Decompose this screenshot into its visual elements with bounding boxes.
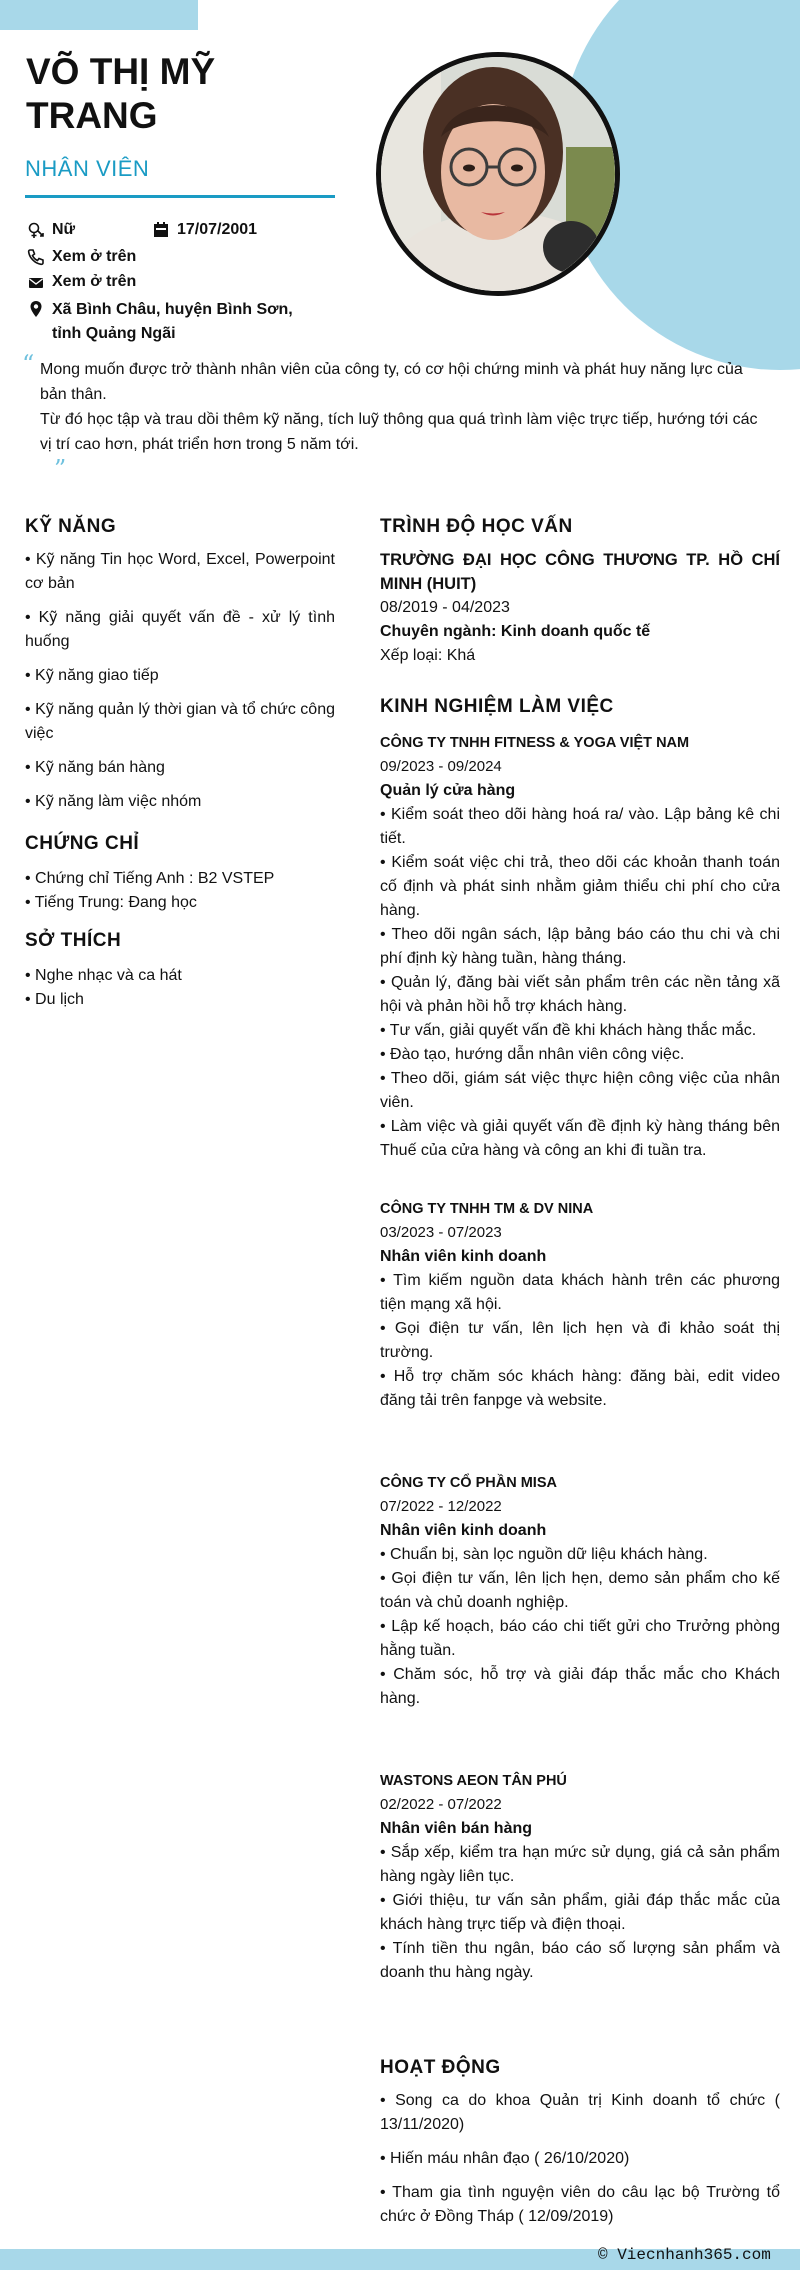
job-duty: • Gọi điện tư vấn, lên lịch hẹn và đi khảo soát thị trường.	[380, 1320, 780, 1361]
activity-item: • Hiến máu nhân đạo ( 26/10/2020)	[380, 2150, 630, 2167]
activity-item: • Song ca do khoa Quản trị Kinh doanh tổ chức ( 13/11/2020)	[380, 2092, 780, 2133]
job-period: 02/2022 - 07/2022	[380, 1796, 502, 1813]
job-duty: • Lập kế hoạch, báo cáo chi tiết gửi cho Trưởng phòng hằng tuần.	[380, 1618, 780, 1659]
certificates-heading: CHỨNG CHỈ	[25, 833, 140, 854]
job-duty: • Tìm kiếm nguồn data khách hành trên các phương tiện mạng xã hội.	[380, 1272, 780, 1313]
certificate-item: • Tiếng Trung: Đang học	[25, 894, 197, 911]
profile-photo	[376, 52, 620, 296]
close-quote-icon: ”	[54, 455, 67, 483]
job-duty: • Tính tiền thu ngân, báo cáo số lượng sản phẩm và doanh thu hàng ngày.	[380, 1940, 780, 1981]
candidate-name: VÕ THỊ MỸ TRANG	[26, 51, 216, 136]
birthdate-value: 17/07/2001	[177, 221, 258, 238]
skill-item: • Kỹ năng bán hàng	[25, 759, 165, 776]
job-role: Quản lý cửa hàng	[380, 782, 516, 799]
location-icon	[27, 300, 45, 318]
job-duty: • Làm việc và giải quyết vấn đề định kỳ hàng tháng bên Thuế của cửa hàng và công an khi đi tuần tra.	[380, 1118, 780, 1159]
company-name: WASTONS AEON TÂN PHÚ	[380, 1773, 567, 1789]
job-role: Nhân viên kinh doanh	[380, 1522, 547, 1539]
job-duty: • Đào tạo, hướng dẫn nhân viên công việc.	[380, 1046, 685, 1063]
school-name: TRƯỜNG ĐẠI HỌC CÔNG THƯƠNG TP. HỒ CHÍ MINH (HUIT)	[380, 551, 780, 593]
company-name: CÔNG TY CỔ PHẦN MISA	[380, 1475, 557, 1491]
job-duty: • Giới thiệu, tư vấn sản phẩm, giải đáp thắc mắc của khách hàng trực tiếp và điện thoại.	[380, 1892, 780, 1933]
certificate-item: • Chứng chỉ Tiếng Anh : B2 VSTEP	[25, 870, 275, 887]
watermark: © Viecnhanh365.com	[598, 2246, 771, 2264]
job-duty: • Chuẩn bị, sàn lọc nguồn dữ liệu khách hàng.	[380, 1546, 708, 1563]
education-period: 08/2019 - 04/2023	[380, 599, 510, 616]
address-value: Xã Bình Châu, huyện Bình Sơn, tỉnh Quảng Ngãi	[52, 301, 293, 342]
job-duty: • Kiểm soát theo dõi hàng hoá ra/ vào. Lập bảng kê chi tiết.	[380, 806, 780, 847]
skill-item: • Kỹ năng quản lý thời gian và tổ chức công việc	[25, 701, 335, 742]
job-duty: • Theo dõi, giám sát việc thực hiện công việc của nhân viên.	[380, 1070, 780, 1111]
skill-item: • Kỹ năng Tin học Word, Excel, Powerpoint cơ bản	[25, 551, 335, 592]
email-value: Xem ở trên	[52, 273, 137, 290]
hobby-item: • Nghe nhạc và ca hát	[25, 967, 182, 984]
gender-value: Nữ	[52, 221, 76, 238]
objective-line: Mong muốn được trở thành nhân viên của công ty, có cơ hội chứng minh và phát huy năng lực của bản thân.	[40, 361, 743, 403]
objective-line: Từ đó học tập và trau dồi thêm kỹ năng, tích luỹ thông qua quá trình làm việc trực tiếp, hướng tới các vị trí cao hơn, phát triển hơn trong 5 năm tới.	[40, 411, 758, 453]
skill-item: • Kỹ năng giao tiếp	[25, 667, 159, 684]
phone-value: Xem ở trên	[52, 248, 137, 265]
activities-heading: HOẠT ĐỘNG	[380, 2057, 501, 2078]
career-objective	[40, 357, 770, 457]
job-duty: • Theo dõi ngân sách, lập bảng báo cáo thu chi và chi phí định kỳ hàng tuần, hàng tháng.	[380, 926, 780, 967]
education-major: Chuyên ngành: Kinh doanh quốc tế	[380, 623, 651, 640]
hobby-item: • Du lịch	[25, 991, 84, 1008]
company-name: CÔNG TY TNHH FITNESS & YOGA VIỆT NAM	[380, 735, 690, 751]
education-heading: TRÌNH ĐỘ HỌC VẤN	[380, 516, 573, 537]
job-duty: • Quản lý, đăng bài viết sản phẩm trên các nền tảng xã hội và phản hồi hỗ trợ khách hàng.	[380, 974, 780, 1015]
company-name: CÔNG TY TNHH TM & DV NINA	[380, 1201, 594, 1217]
phone-icon	[27, 248, 45, 266]
calendar-icon	[152, 221, 170, 239]
job-period: 03/2023 - 07/2023	[380, 1224, 502, 1241]
profile-photo-illustration	[381, 57, 615, 291]
experience-heading: KINH NGHIỆM LÀM VIỆC	[380, 696, 614, 717]
education-rank: Xếp loại: Khá	[380, 647, 476, 664]
job-duty: • Kiểm soát việc chi trả, theo dõi các khoản thanh toán cố định và phát sinh nhằm giảm thiểu chi phí cho cửa hàng.	[380, 854, 780, 919]
open-quote-icon: “	[22, 350, 35, 378]
job-period: 07/2022 - 12/2022	[380, 1498, 502, 1515]
job-duty: • Chăm sóc, hỗ trợ và giải đáp thắc mắc cho Khách hàng.	[380, 1666, 780, 1707]
job-period: 09/2023 - 09/2024	[380, 758, 502, 775]
job-role: Nhân viên kinh doanh	[380, 1248, 547, 1265]
top-decor-bar	[0, 0, 198, 30]
gender-icon	[27, 222, 45, 240]
job-role: Nhân viên bán hàng	[380, 1820, 533, 1837]
job-duty: • Gọi điện tư vấn, lên lịch hẹn, demo sản phẩm cho kế toán và chủ doanh nghiệp.	[380, 1570, 780, 1611]
job-title-underline	[25, 195, 335, 198]
job-duty: • Tư vấn, giải quyết vấn đề khi khách hàng thắc mắc.	[380, 1022, 757, 1039]
job-duty: • Sắp xếp, kiểm tra hạn mức sử dụng, giá cả sản phẩm hàng ngày liên tục.	[380, 1844, 780, 1885]
job-title: NHÂN VIÊN	[25, 156, 150, 181]
activity-item: • Tham gia tình nguyện viên do câu lạc bộ Trường tổ chức ở Đồng Tháp ( 12/09/2019)	[380, 2184, 780, 2225]
skill-item: • Kỹ năng làm việc nhóm	[25, 793, 202, 810]
skill-item: • Kỹ năng giải quyết vấn đề - xử lý tình huống	[25, 609, 335, 650]
hobbies-heading: SỞ THÍCH	[25, 930, 122, 951]
email-icon	[27, 274, 45, 292]
job-duty: • Hỗ trợ chăm sóc khách hàng: đăng bài, edit video đăng tải trên fanpge và website.	[380, 1368, 780, 1409]
skills-heading: KỸ NĂNG	[25, 516, 117, 537]
